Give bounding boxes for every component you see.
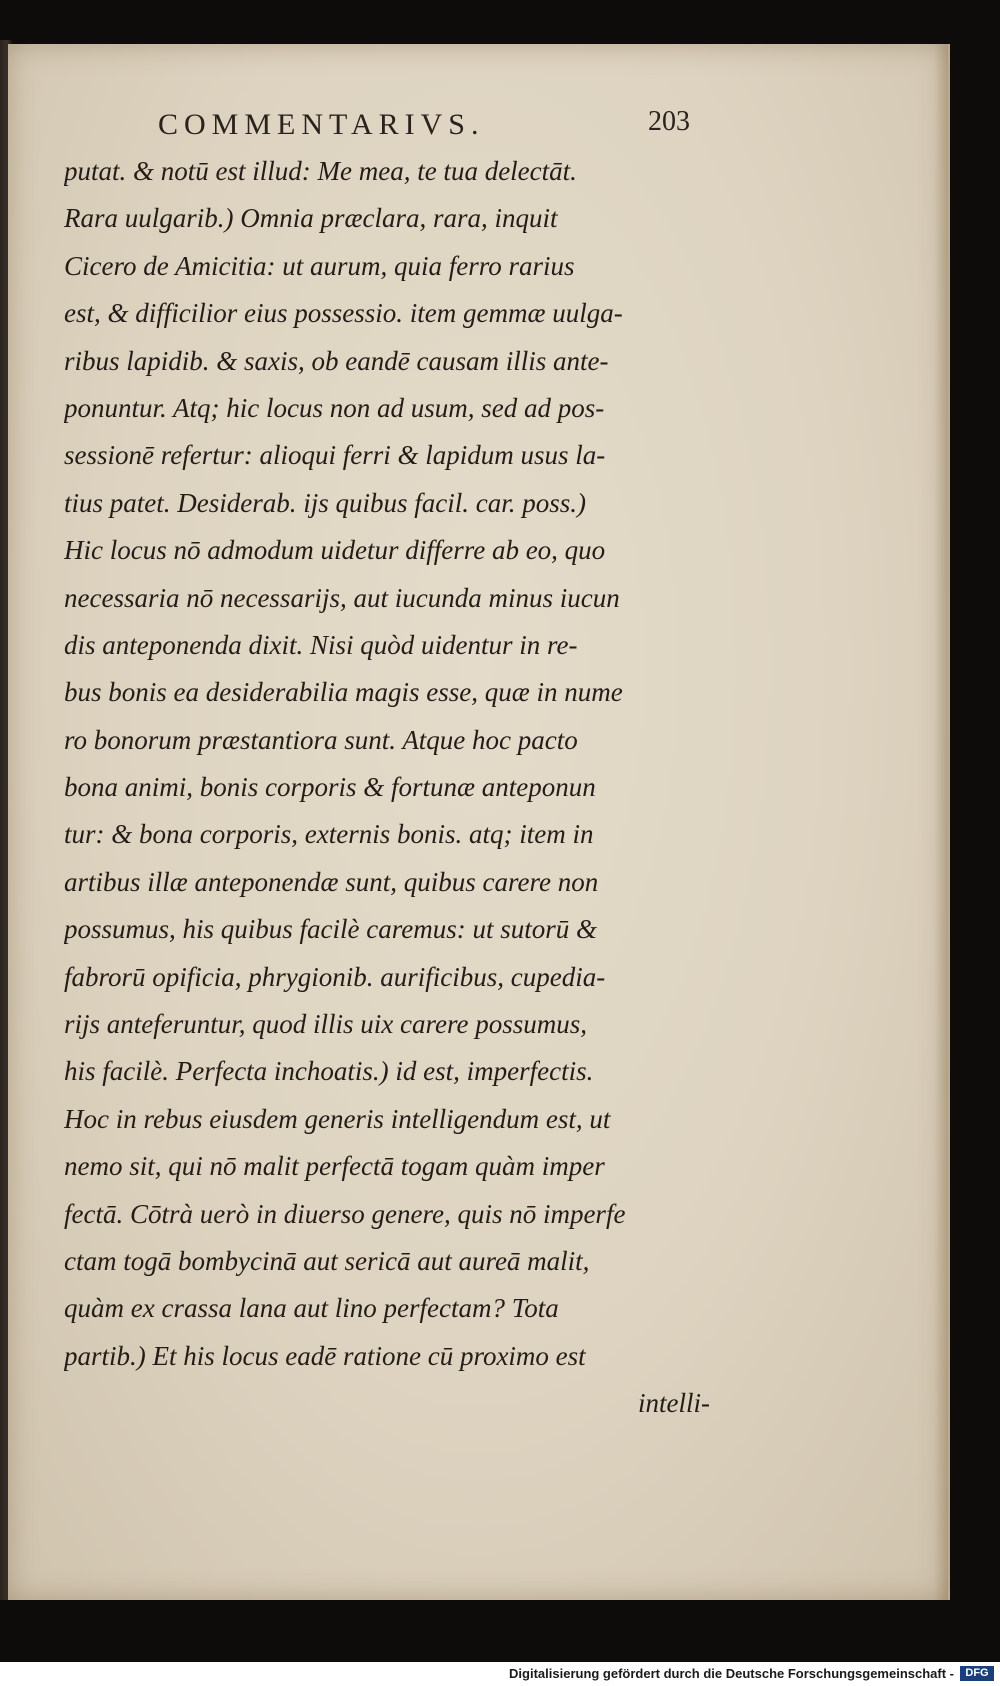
text-line: rijs anteferuntur, quod illis uix carere possumus, bbox=[64, 1009, 587, 1040]
text-line: tur: & bona corporis, externis bonis. atq; item in bbox=[64, 819, 594, 850]
book-page bbox=[8, 44, 950, 1600]
page-edge-shadow bbox=[934, 44, 948, 1600]
text-line: Hoc in rebus eiusdem generis intelligendum est, ut bbox=[64, 1103, 611, 1134]
body-text bbox=[64, 148, 714, 1428]
text-line: tius patet. Desiderab. ijs quibus facil. car. poss.) bbox=[64, 487, 586, 518]
funding-credit: Digitalisierung gefördert durch die Deutsche Forschungsgemeinschaft - bbox=[509, 1666, 954, 1681]
text-line: quàm ex crassa lana aut lino perfectam? Tota bbox=[64, 1293, 559, 1324]
text-line: his facilè. Perfecta inchoatis.) id est, imperfectis. bbox=[64, 1056, 594, 1087]
footer-bar bbox=[0, 1662, 1000, 1686]
text-line: bona animi, bonis corporis & fortunæ anteponun bbox=[64, 772, 596, 803]
text-line: artibus illæ anteponendæ sunt, quibus carere non bbox=[64, 866, 599, 897]
text-line: Hic locus nō admodum uidetur differre ab eo, quo bbox=[64, 535, 606, 566]
text-line: sessionē refertur: alioqui ferri & lapidum usus la- bbox=[64, 440, 606, 471]
text-line: Cicero de Amicitia: ut aurum, quia ferro rarius bbox=[64, 250, 575, 281]
text-line: est, & difficilior eius possessio. item gemmæ uulga- bbox=[64, 298, 623, 329]
text-line: necessaria nō necessarijs, aut iucunda minus iucun bbox=[64, 582, 620, 613]
text-line: ribus lapidib. & saxis, ob eandē causam illis ante- bbox=[64, 345, 609, 376]
text-line: fabrorū opificia, phrygionib. aurificibus, cupedia- bbox=[64, 961, 606, 992]
running-head: COMMENTARIVS. bbox=[158, 108, 485, 141]
text-line: ctam togā bombycinā aut sericā aut aureā malit, bbox=[64, 1245, 590, 1276]
text-line: putat. & notū est illud: Me mea, te tua delectāt. bbox=[64, 156, 577, 186]
text-line: possumus, his quibus facilè caremus: ut sutorū & bbox=[64, 914, 597, 945]
text-line: fectā. Cōtrà uerò in diuerso genere, quis nō imperfe bbox=[64, 1198, 626, 1229]
text-line: ponuntur. Atq; hic locus non ad usum, sed ad pos- bbox=[64, 392, 605, 423]
dfg-logo-icon: DFG bbox=[960, 1666, 994, 1681]
page-number: 203 bbox=[648, 106, 690, 137]
catchword: intelli- bbox=[638, 1388, 710, 1419]
text-line: bus bonis ea desiderabilia magis esse, quæ in nume bbox=[64, 677, 623, 708]
text-line: dis anteponenda dixit. Nisi quòd uidentur in re- bbox=[64, 629, 578, 660]
text-line: Rara uulgarib.) Omnia præclara, rara, inquit bbox=[64, 203, 558, 234]
text-line: ro bonorum præstantiora sunt. Atque hoc pacto bbox=[64, 724, 578, 755]
text-line: partib.) Et his locus eadē ratione cū proximo est bbox=[64, 1340, 586, 1371]
text-line: nemo sit, qui nō malit perfectā togam quàm imper bbox=[64, 1151, 605, 1182]
